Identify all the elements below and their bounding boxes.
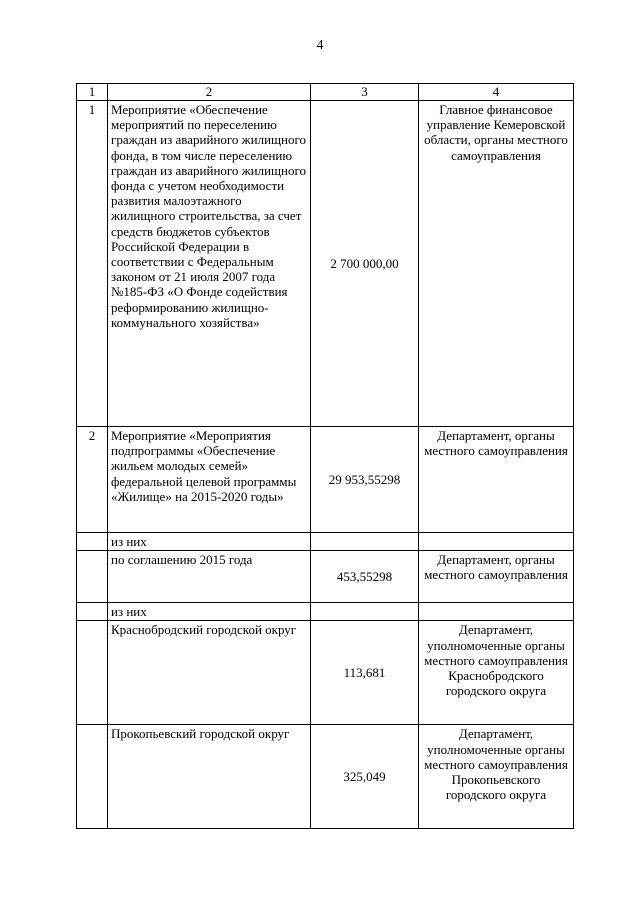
table-row [77,621,574,725]
row-responsible [419,533,574,551]
table-row [77,101,574,427]
row-amount [311,533,419,551]
column-header-2: 2 [108,84,311,101]
row-number [77,621,108,725]
row-number: 2 [77,427,108,533]
row-responsible: Главное финансовое управление Кемеровской области, органы местного самоуправления [419,101,574,427]
row-responsible: Департамент, органы местного самоуправления [419,427,574,533]
table-row [77,603,574,621]
row-amount: 29 953,55298 [311,427,419,533]
page-number: 4 [316,38,324,53]
table-row [77,533,574,551]
row-responsible: Департамент, уполномоченные органы местного самоуправления Прокопьевского городского округа [419,725,574,829]
row-amount: 2 700 000,00 [311,101,419,427]
data-table [76,83,574,829]
row-description: Мероприятие «Мероприятия подпрограммы «Обеспечение жильем молодых семей» федеральной целевой программы «Жилище» на 2015-2020 годы» [108,427,311,533]
table-row [77,725,574,829]
row-number: 1 [77,101,108,427]
row-responsible [419,603,574,621]
row-description: Мероприятие «Обеспечение мероприятий по переселению граждан из аварийного жилищного фонда, в том числе переселению граждан из аварийного жилищного фонда с учетом необходимости развития малоэтажного жилищного строительства, за счет средств бюджетов субъектов Российской Федерации в соответствии с Федеральным законом от 21 июля 2007 года №185-ФЗ «О Фонде содействия реформированию жилищно-коммунального хозяйства» [108,101,311,427]
row-amount: 453,55298 [311,551,419,603]
column-header-1: 1 [77,84,108,101]
row-description: по соглашению 2015 года [108,551,311,603]
row-amount: 325,049 [311,725,419,829]
row-responsible: Департамент, уполномоченные органы местного самоуправления Краснобродского городского округа [419,621,574,725]
table-row [77,551,574,603]
row-number [77,725,108,829]
row-amount [311,603,419,621]
row-description: Прокопьевский городской округ [108,725,311,829]
row-number [77,551,108,603]
row-description: из них [108,533,311,551]
table-header-row [77,84,574,101]
column-header-3: 3 [311,84,419,101]
row-amount: 113,681 [311,621,419,725]
table-row [77,427,574,533]
row-description: Краснобродский городской округ [108,621,311,725]
row-responsible: Департамент, органы местного самоуправления [419,551,574,603]
row-number [77,603,108,621]
column-header-4: 4 [419,84,574,101]
row-number [77,533,108,551]
row-description: из них [108,603,311,621]
